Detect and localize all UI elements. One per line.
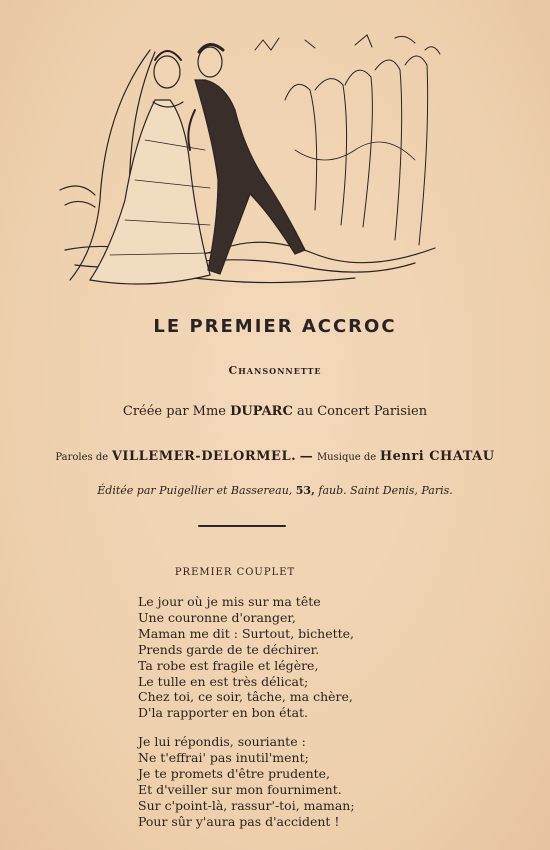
verse-line: Sur c'point-là, rassur'-toi, maman; (138, 797, 355, 813)
publisher-prefix: Éditée par Puigellier et Bassereau, (97, 484, 293, 497)
publisher-line (0, 484, 550, 497)
couplet-heading: PREMIER COUPLET (174, 567, 296, 578)
verse-line: Le tulle en est très délicat; (138, 673, 309, 689)
publisher-number: 53, (295, 484, 315, 497)
verse-line: Le jour où je mis sur ma tête (138, 594, 321, 609)
verse-line: Chez toi, ce soir, tâche, ma chère, (138, 689, 353, 705)
music-prefix: Musique de (316, 452, 377, 463)
divider-rule (198, 525, 286, 527)
verse-line: Ne t'effrai' pas inutil'ment; (138, 749, 309, 765)
verse-line: Et d'veiller sur mon fourniment. (138, 781, 342, 797)
performer-name: DUPARC (230, 404, 293, 419)
creation-prefix: Créée par Mme (122, 404, 226, 419)
creation-suffix: au Concert Parisien (296, 404, 428, 419)
verse-line: Maman me dit : Surtout, bichette, (138, 625, 355, 641)
verse-line: D'la rapporter en bon état. (138, 705, 309, 721)
creation-line (0, 404, 550, 419)
verse-line: Ta robe est fragile et légère, (138, 657, 319, 673)
verse-line: Je lui répondis, souriante : (138, 734, 306, 749)
verse-line: Pour sûr y'aura pas d'accident ! (138, 813, 340, 829)
stanza-1 (138, 594, 354, 721)
song-title: LE PREMIER ACCROC (153, 316, 397, 337)
song-subtitle: Chansonnette (228, 364, 322, 377)
stanza-2 (138, 734, 355, 829)
lyrics-prefix: Paroles de (55, 452, 109, 463)
composer-name: Henri CHATAU (379, 449, 495, 464)
verse-line: Prends garde de te déchirer. (138, 641, 320, 657)
lyricist-name: VILLEMER-DELORMEL. (111, 449, 297, 464)
verse-line: Une couronne d'oranger, (138, 609, 296, 625)
publisher-suffix: faub. Saint Denis, Paris. (318, 484, 453, 497)
verse-line: Je te promets d'être prudente, (138, 765, 331, 781)
credits-separator: — (299, 449, 314, 464)
wedding-dance-illustration (55, 30, 455, 295)
credits-line (0, 449, 550, 464)
